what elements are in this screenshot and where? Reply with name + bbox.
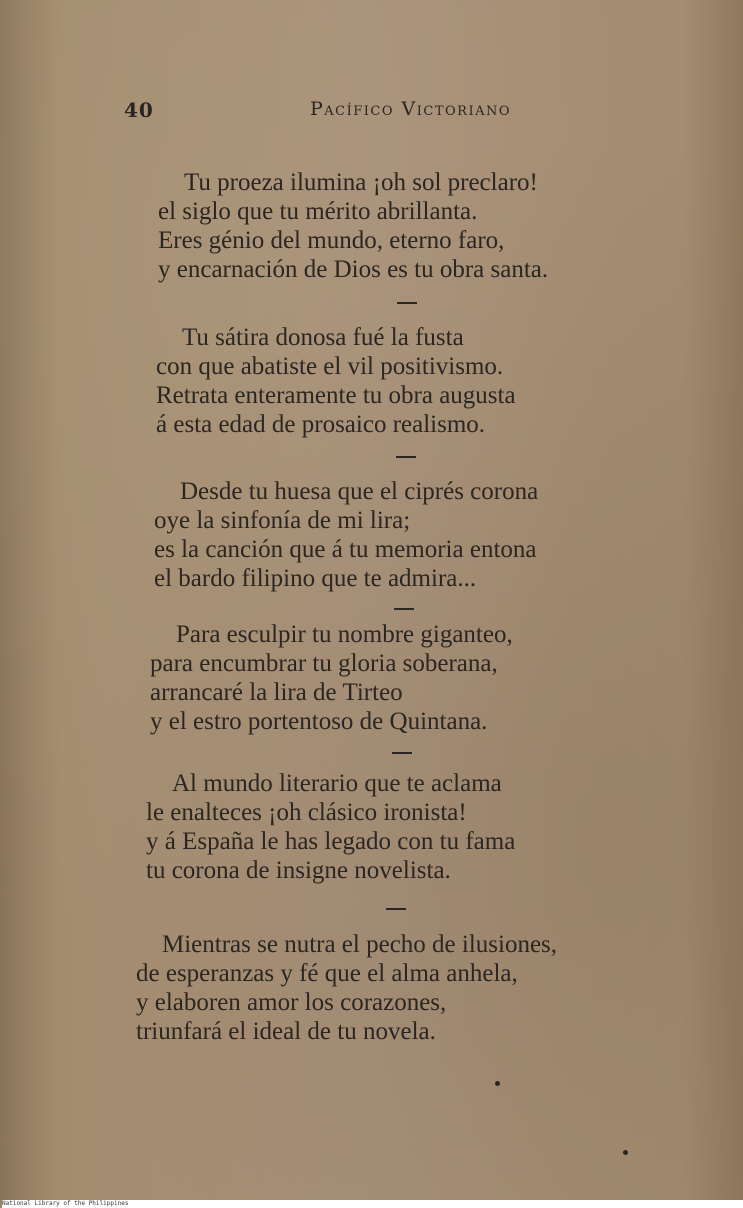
poem-line: de esperanzas y fé que el alma anhela, [136, 960, 518, 987]
poem-line: le enalteces ¡oh clásico ironista! [146, 799, 467, 826]
ink-speck [495, 1081, 500, 1086]
poem-line: y á España le has legado con tu fama [146, 828, 516, 855]
poem-line: Eres génio del mundo, eterno faro, [158, 227, 505, 254]
poem-line: el siglo que tu mérito abrillanta. [158, 198, 478, 225]
stanza-1 [158, 168, 548, 284]
poem-line: Al mundo literario que te aclama [172, 770, 502, 797]
stanza-5 [146, 769, 515, 885]
stanza-divider [397, 302, 417, 304]
stanza-4 [150, 620, 513, 736]
poem-line: Tu proeza ilumina ¡oh sol preclaro! [184, 169, 538, 196]
poem-line: y elaboren amor los corazones, [136, 989, 447, 1016]
page-header [0, 98, 743, 128]
stanza-6 [136, 930, 557, 1046]
ink-speck [623, 1150, 628, 1155]
page-number: 40 [124, 98, 154, 122]
poem-line: Desde tu huesa que el ciprés corona [180, 478, 539, 505]
poem-line: Para esculpir tu nombre giganteo, [176, 621, 513, 648]
stanza-divider [396, 456, 416, 458]
poem-line: arrancaré la lira de Tirteo [150, 679, 403, 706]
poem-line: tu corona de insigne novelista. [146, 857, 451, 884]
poem-line: Mientras se nutra el pecho de ilusiones, [162, 931, 558, 958]
poem-line: el bardo filipino que te admira... [154, 565, 477, 592]
poem-line: Retrata enteramente tu obra augusta [156, 382, 516, 409]
poem-line: triunfará el ideal de tu novela. [136, 1018, 436, 1045]
poem-line: es la canción que á tu memoria entona [154, 536, 537, 563]
stanza-divider [392, 752, 412, 754]
stanza-divider [386, 908, 406, 910]
stanza-divider [394, 608, 414, 610]
poem-line: para encumbrar tu gloria soberana, [150, 650, 498, 677]
poem-line: y encarnación de Dios es tu obra santa. [158, 256, 549, 283]
running-title: Pacífico Victoriano [310, 98, 512, 120]
poem-line: Tu sátira donosa fué la fusta [182, 324, 464, 351]
poem-line: oye la sinfonía de mi lira; [154, 507, 411, 534]
library-credit: National Library of the Philippines [2, 1200, 743, 1208]
stanza-2 [156, 323, 516, 439]
poem-line: á esta edad de prosaico realismo. [156, 411, 486, 438]
poem-line: con que abatiste el vil positivismo. [156, 353, 504, 380]
stanza-3 [154, 477, 538, 593]
poem-line: y el estro portentoso de Quintana. [150, 708, 488, 735]
